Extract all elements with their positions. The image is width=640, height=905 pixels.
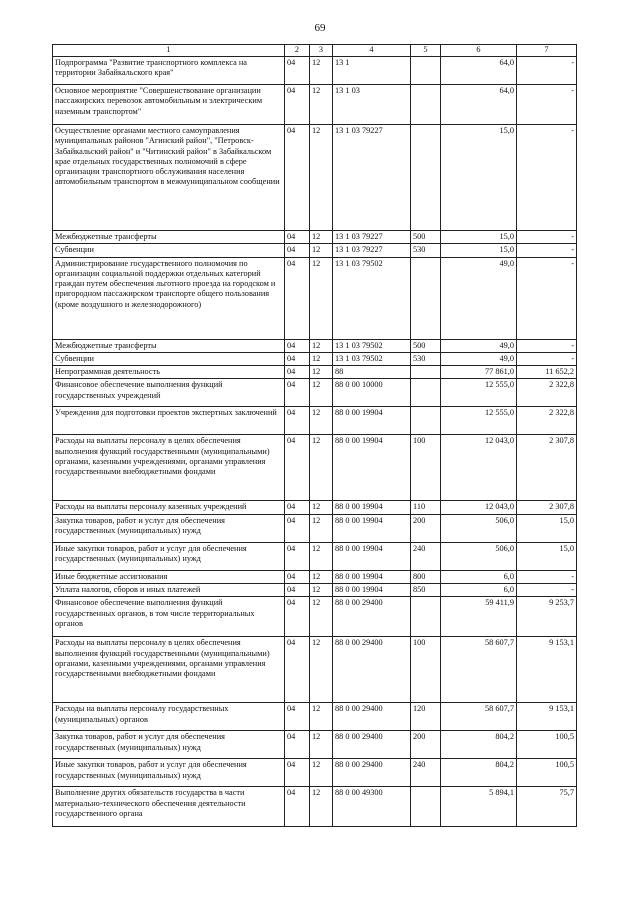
- row-name-cell: Подпрограмма "Развитие транспортного комплекса на территории Забайкальского края": [53, 57, 285, 85]
- row-subsection-cell: 12: [310, 542, 333, 570]
- row-planned-cell: 804,2: [441, 731, 517, 759]
- row-executed-cell: 2 322,8: [517, 407, 577, 435]
- row-name-cell: Основное мероприятие "Совершенствование организации пассажирских перевозок автомобильным и электрическим наземным транспортом": [53, 85, 285, 125]
- table-row: [53, 352, 577, 365]
- row-expense-type-cell: [411, 257, 441, 339]
- row-subsection-cell: 12: [310, 339, 333, 352]
- row-executed-cell: -: [517, 231, 577, 244]
- table-row: [53, 85, 577, 125]
- table-row: [53, 703, 577, 731]
- row-expense-type-cell: [411, 379, 441, 407]
- table-row: [53, 570, 577, 583]
- row-target-code-cell: 13 1 03 79227: [333, 244, 411, 257]
- table-row: [53, 435, 577, 501]
- row-subsection-cell: 12: [310, 379, 333, 407]
- header-col-4: 4: [333, 45, 411, 57]
- row-planned-cell: 49,0: [441, 257, 517, 339]
- row-planned-cell: 49,0: [441, 352, 517, 365]
- header-col-7: 7: [517, 45, 577, 57]
- row-planned-cell: 506,0: [441, 542, 517, 570]
- row-expense-type-cell: [411, 125, 441, 231]
- row-planned-cell: 58 607,7: [441, 637, 517, 703]
- row-expense-type-cell: 240: [411, 542, 441, 570]
- row-subsection-cell: 12: [310, 231, 333, 244]
- row-subsection-cell: 12: [310, 85, 333, 125]
- row-section-cell: 04: [285, 407, 310, 435]
- table-row: [53, 379, 577, 407]
- row-subsection-cell: 12: [310, 570, 333, 583]
- row-name-cell: Иные закупки товаров, работ и услуг для обеспечения государственных (муниципальных) нужд: [53, 759, 285, 787]
- row-target-code-cell: 88 0 00 19904: [333, 542, 411, 570]
- row-executed-cell: -: [517, 57, 577, 85]
- row-subsection-cell: 12: [310, 597, 333, 637]
- table-row: [53, 597, 577, 637]
- row-section-cell: 04: [285, 85, 310, 125]
- table-row: [53, 584, 577, 597]
- row-target-code-cell: 88: [333, 366, 411, 379]
- header-col-6: 6: [441, 45, 517, 57]
- row-target-code-cell: 88 0 00 29400: [333, 703, 411, 731]
- row-subsection-cell: 12: [310, 57, 333, 85]
- row-expense-type-cell: [411, 57, 441, 85]
- row-target-code-cell: 13 1 03 79227: [333, 231, 411, 244]
- row-planned-cell: 77 861,0: [441, 366, 517, 379]
- row-planned-cell: 64,0: [441, 57, 517, 85]
- row-target-code-cell: 88 0 00 49300: [333, 787, 411, 827]
- row-name-cell: Закупка товаров, работ и услуг для обеспечения государственных (муниципальных) нужд: [53, 514, 285, 542]
- row-executed-cell: 9 253,7: [517, 597, 577, 637]
- row-subsection-cell: 12: [310, 584, 333, 597]
- table-row: [53, 339, 577, 352]
- row-name-cell: Финансовое обеспечение выполнения функций государственных органов, в том числе территориальных органов: [53, 597, 285, 637]
- row-executed-cell: 75,7: [517, 787, 577, 827]
- row-executed-cell: -: [517, 352, 577, 365]
- table-row: [53, 231, 577, 244]
- row-expense-type-cell: [411, 597, 441, 637]
- row-executed-cell: 15,0: [517, 514, 577, 542]
- row-planned-cell: 12 043,0: [441, 435, 517, 501]
- row-target-code-cell: 88 0 00 29400: [333, 731, 411, 759]
- row-section-cell: 04: [285, 501, 310, 514]
- row-expense-type-cell: [411, 787, 441, 827]
- table-row: [53, 542, 577, 570]
- row-section-cell: 04: [285, 125, 310, 231]
- table-row: [53, 759, 577, 787]
- row-executed-cell: 11 652,2: [517, 366, 577, 379]
- row-name-cell: Непрограммная деятельность: [53, 366, 285, 379]
- row-subsection-cell: 12: [310, 366, 333, 379]
- row-expense-type-cell: [411, 407, 441, 435]
- row-target-code-cell: 88 0 00 19904: [333, 501, 411, 514]
- row-planned-cell: 49,0: [441, 339, 517, 352]
- row-section-cell: 04: [285, 597, 310, 637]
- row-name-cell: Расходы на выплаты персоналу в целях обеспечения выполнения функций государственными (муниципальными) органами, казенными учреждениями, органами управления государственными внебюджетными фондами: [53, 435, 285, 501]
- row-expense-type-cell: 530: [411, 244, 441, 257]
- row-section-cell: 04: [285, 759, 310, 787]
- row-target-code-cell: 88 0 00 19904: [333, 407, 411, 435]
- row-name-cell: Осуществление органами местного самоуправления муниципальных районов "Агинский район", "Петровск-Забайкальский район" и "Читинский район" в Забайкальском крае отдельных государственных полномочий в сфере организации транспортного обслуживания населения автомобильным транспортом в межмуниципальном сообщении: [53, 125, 285, 231]
- row-planned-cell: 15,0: [441, 231, 517, 244]
- row-section-cell: 04: [285, 231, 310, 244]
- row-expense-type-cell: 240: [411, 759, 441, 787]
- row-name-cell: Администрирование государственного полномочия по организации социальной поддержки отдельных категорий граждан путем обеспечения льготного проезда на городском и пригородном пассажирском транспорте общего пользования (кроме воздушного и железнодорожного): [53, 257, 285, 339]
- table-row: [53, 514, 577, 542]
- row-planned-cell: 6,0: [441, 584, 517, 597]
- row-subsection-cell: 12: [310, 787, 333, 827]
- row-name-cell: Финансовое обеспечение выполнения функций государственных учреждений: [53, 379, 285, 407]
- table-row: [53, 366, 577, 379]
- table-row: [53, 787, 577, 827]
- row-name-cell: Межбюджетные трансферты: [53, 339, 285, 352]
- row-section-cell: 04: [285, 637, 310, 703]
- row-planned-cell: 15,0: [441, 244, 517, 257]
- row-subsection-cell: 12: [310, 501, 333, 514]
- row-section-cell: 04: [285, 731, 310, 759]
- row-planned-cell: 64,0: [441, 85, 517, 125]
- row-name-cell: Расходы на выплаты персоналу казенных учреждений: [53, 501, 285, 514]
- row-name-cell: Выполнение других обязательств государства в части материально-технического обеспечения деятельности государственного органа: [53, 787, 285, 827]
- row-section-cell: 04: [285, 244, 310, 257]
- row-subsection-cell: 12: [310, 125, 333, 231]
- row-target-code-cell: 13 1: [333, 57, 411, 85]
- row-section-cell: 04: [285, 787, 310, 827]
- row-executed-cell: 100,5: [517, 759, 577, 787]
- row-target-code-cell: 13 1 03 79502: [333, 339, 411, 352]
- row-target-code-cell: 88 0 00 29400: [333, 637, 411, 703]
- header-col-2: 2: [285, 45, 310, 57]
- row-executed-cell: -: [517, 85, 577, 125]
- row-expense-type-cell: 110: [411, 501, 441, 514]
- row-section-cell: 04: [285, 584, 310, 597]
- table-row: [53, 57, 577, 85]
- row-planned-cell: 506,0: [441, 514, 517, 542]
- row-executed-cell: 2 307,8: [517, 435, 577, 501]
- row-planned-cell: 12 043,0: [441, 501, 517, 514]
- row-planned-cell: 804,2: [441, 759, 517, 787]
- row-section-cell: 04: [285, 435, 310, 501]
- row-planned-cell: 58 607,7: [441, 703, 517, 731]
- row-target-code-cell: 88 0 00 19904: [333, 584, 411, 597]
- row-planned-cell: 12 555,0: [441, 379, 517, 407]
- row-section-cell: 04: [285, 352, 310, 365]
- row-executed-cell: 9 153,1: [517, 637, 577, 703]
- row-executed-cell: -: [517, 257, 577, 339]
- row-name-cell: Учреждения для подготовки проектов экспертных заключений: [53, 407, 285, 435]
- row-section-cell: 04: [285, 542, 310, 570]
- row-expense-type-cell: 100: [411, 637, 441, 703]
- row-expense-type-cell: 100: [411, 435, 441, 501]
- row-section-cell: 04: [285, 339, 310, 352]
- row-planned-cell: 15,0: [441, 125, 517, 231]
- row-subsection-cell: 12: [310, 244, 333, 257]
- table-row: [53, 125, 577, 231]
- row-expense-type-cell: 200: [411, 514, 441, 542]
- row-name-cell: Субвенции: [53, 244, 285, 257]
- table-row: [53, 244, 577, 257]
- table-row: [53, 501, 577, 514]
- row-executed-cell: -: [517, 584, 577, 597]
- header-col-1: 1: [53, 45, 285, 57]
- header-col-5: 5: [411, 45, 441, 57]
- row-expense-type-cell: [411, 85, 441, 125]
- row-target-code-cell: 13 1 03: [333, 85, 411, 125]
- row-section-cell: 04: [285, 366, 310, 379]
- row-target-code-cell: 88 0 00 19904: [333, 570, 411, 583]
- row-planned-cell: 5 894,1: [441, 787, 517, 827]
- row-target-code-cell: 88 0 00 19904: [333, 435, 411, 501]
- row-target-code-cell: 13 1 03 79502: [333, 257, 411, 339]
- budget-table: [52, 44, 577, 827]
- row-name-cell: Иные закупки товаров, работ и услуг для обеспечения государственных (муниципальных) нужд: [53, 542, 285, 570]
- row-executed-cell: 2 322,8: [517, 379, 577, 407]
- row-expense-type-cell: 200: [411, 731, 441, 759]
- row-planned-cell: 59 411,9: [441, 597, 517, 637]
- row-target-code-cell: 88 0 00 29400: [333, 597, 411, 637]
- row-executed-cell: -: [517, 570, 577, 583]
- row-subsection-cell: 12: [310, 637, 333, 703]
- header-row: [53, 45, 577, 57]
- row-executed-cell: -: [517, 244, 577, 257]
- row-expense-type-cell: 500: [411, 339, 441, 352]
- table-row: [53, 407, 577, 435]
- row-expense-type-cell: 120: [411, 703, 441, 731]
- row-expense-type-cell: 800: [411, 570, 441, 583]
- row-subsection-cell: 12: [310, 731, 333, 759]
- page-number: 69: [314, 22, 326, 34]
- row-subsection-cell: 12: [310, 703, 333, 731]
- row-section-cell: 04: [285, 379, 310, 407]
- row-executed-cell: 15,0: [517, 542, 577, 570]
- row-expense-type-cell: 530: [411, 352, 441, 365]
- row-executed-cell: 2 307,8: [517, 501, 577, 514]
- row-target-code-cell: 88 0 00 29400: [333, 759, 411, 787]
- row-subsection-cell: 12: [310, 435, 333, 501]
- row-subsection-cell: 12: [310, 352, 333, 365]
- row-subsection-cell: 12: [310, 514, 333, 542]
- table-body: [53, 57, 577, 827]
- row-section-cell: 04: [285, 257, 310, 339]
- row-name-cell: Расходы на выплаты персоналу государственных (муниципальных) органов: [53, 703, 285, 731]
- row-section-cell: 04: [285, 514, 310, 542]
- row-name-cell: Субвенции: [53, 352, 285, 365]
- row-executed-cell: -: [517, 339, 577, 352]
- row-name-cell: Межбюджетные трансферты: [53, 231, 285, 244]
- row-target-code-cell: 13 1 03 79502: [333, 352, 411, 365]
- row-target-code-cell: 13 1 03 79227: [333, 125, 411, 231]
- row-executed-cell: 100,5: [517, 731, 577, 759]
- row-name-cell: Уплата налогов, сборов и иных платежей: [53, 584, 285, 597]
- row-name-cell: Закупка товаров, работ и услуг для обеспечения государственных (муниципальных) нужд: [53, 731, 285, 759]
- row-expense-type-cell: 500: [411, 231, 441, 244]
- table-row: [53, 731, 577, 759]
- row-subsection-cell: 12: [310, 407, 333, 435]
- row-executed-cell: -: [517, 125, 577, 231]
- row-section-cell: 04: [285, 703, 310, 731]
- row-executed-cell: 9 153,1: [517, 703, 577, 731]
- row-target-code-cell: 88 0 00 19904: [333, 514, 411, 542]
- row-section-cell: 04: [285, 570, 310, 583]
- row-planned-cell: 6,0: [441, 570, 517, 583]
- table-row: [53, 257, 577, 339]
- row-expense-type-cell: 850: [411, 584, 441, 597]
- row-section-cell: 04: [285, 57, 310, 85]
- row-expense-type-cell: [411, 366, 441, 379]
- table-row: [53, 637, 577, 703]
- row-target-code-cell: 88 0 00 10000: [333, 379, 411, 407]
- row-name-cell: Иные бюджетные ассигнования: [53, 570, 285, 583]
- row-name-cell: Расходы на выплаты персоналу в целях обеспечения выполнения функций государственными (муниципальными) органами, казенными учреждениями, органами управления государственными внебюджетными фондами: [53, 637, 285, 703]
- row-subsection-cell: 12: [310, 257, 333, 339]
- row-subsection-cell: 12: [310, 759, 333, 787]
- header-col-3: 3: [310, 45, 333, 57]
- row-planned-cell: 12 555,0: [441, 407, 517, 435]
